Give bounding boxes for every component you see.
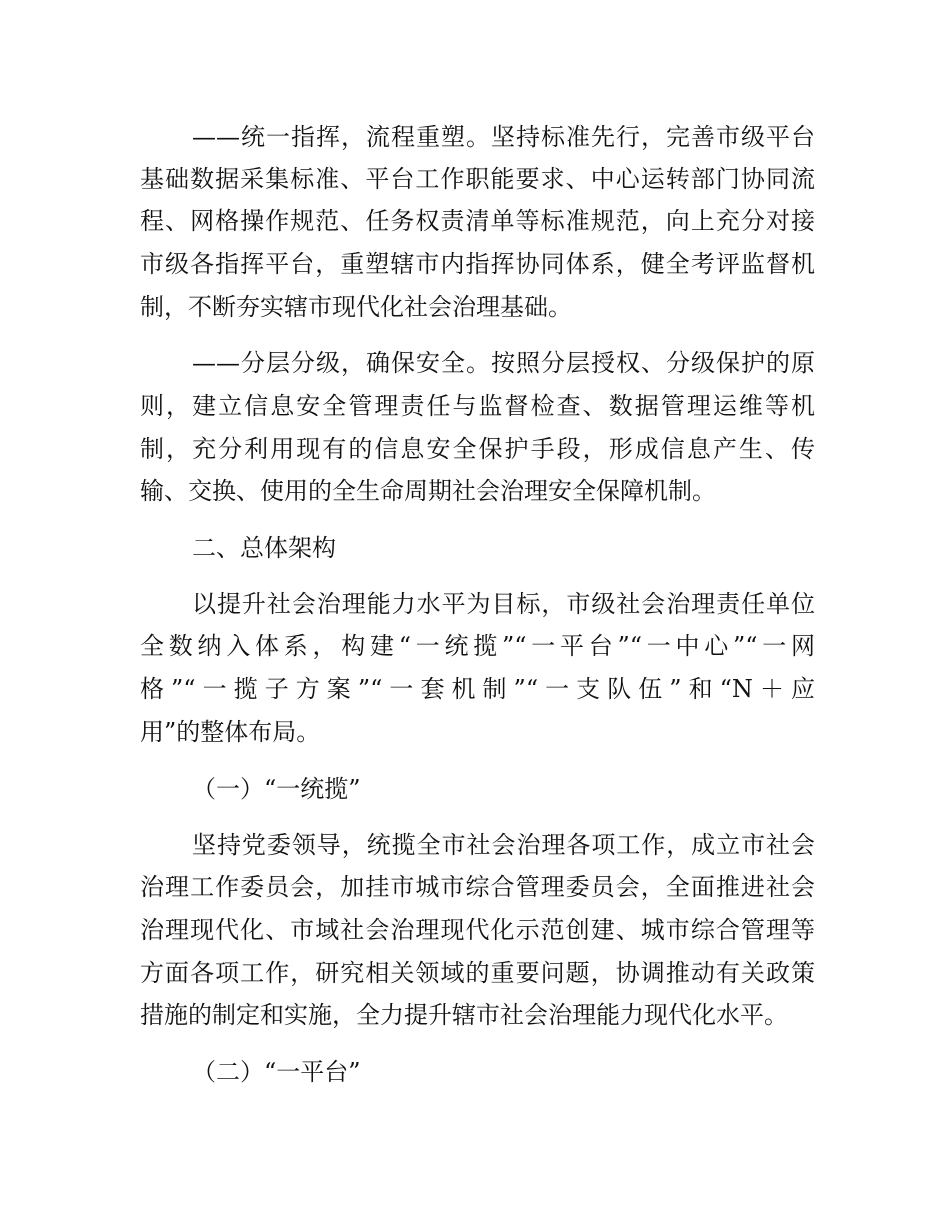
paragraph-line: 措施的制定和实施，全力提升辖市社会治理能力现代化水平。 xyxy=(140,1001,788,1029)
section-heading: 二、总体架构 xyxy=(192,534,336,562)
paragraph-line: 用”的整体布局。 xyxy=(140,718,321,746)
paragraph-line: 治理现代化、市域社会治理现代化示范创建、城市综合管理等 xyxy=(140,916,815,944)
paragraph-line: 治理工作委员会，加挂市城市综合管理委员会，全面推进社会 xyxy=(140,873,815,901)
paragraph-line: 基础数据采集标准、平台工作职能要求、中心运转部门协同流 xyxy=(140,165,815,193)
paragraph-line: 方面各项工作，研究相关领域的重要问题，协调推动有关政策 xyxy=(140,959,815,987)
subsection-heading: （一）“一统揽” xyxy=(192,775,361,803)
paragraph-line: 格”“一揽子方案”“一套机制”“一支队伍”和“N＋应 xyxy=(140,675,815,703)
paragraph-line: 则，建立信息安全管理责任与监督检查、数据管理运维等机 xyxy=(140,392,815,420)
paragraph-line: 全数纳入体系，构建“一统揽”“一平台”“一中心”“一网 xyxy=(140,632,815,660)
paragraph-line: 程、网格操作规范、任务权责清单等标准规范，向上充分对接 xyxy=(140,207,815,235)
paragraph-line: 坚持党委领导，统揽全市社会治理各项工作，成立市社会 xyxy=(192,831,815,859)
paragraph-line: 以提升社会治理能力水平为目标，市级社会治理责任单位 xyxy=(192,590,815,618)
paragraph-line: ——统一指挥，流程重塑。坚持标准先行，完善市级平台 xyxy=(192,123,815,151)
paragraph-line: 输、交换、使用的全生命周期社会治理安全保障机制。 xyxy=(140,477,716,505)
subsection-heading: （二）“一平台” xyxy=(192,1058,361,1086)
paragraph-line: 制，充分利用现有的信息安全保护手段，形成信息产生、传 xyxy=(140,435,815,463)
paragraph-line: 市级各指挥平台，重塑辖市内指挥协同体系，健全考评监督机 xyxy=(140,250,815,278)
paragraph-line: ——分层分级，确保安全。按照分层授权、分级保护的原 xyxy=(192,349,815,377)
paragraph-line: 制，不断夯实辖市现代化社会治理基础。 xyxy=(140,293,572,321)
